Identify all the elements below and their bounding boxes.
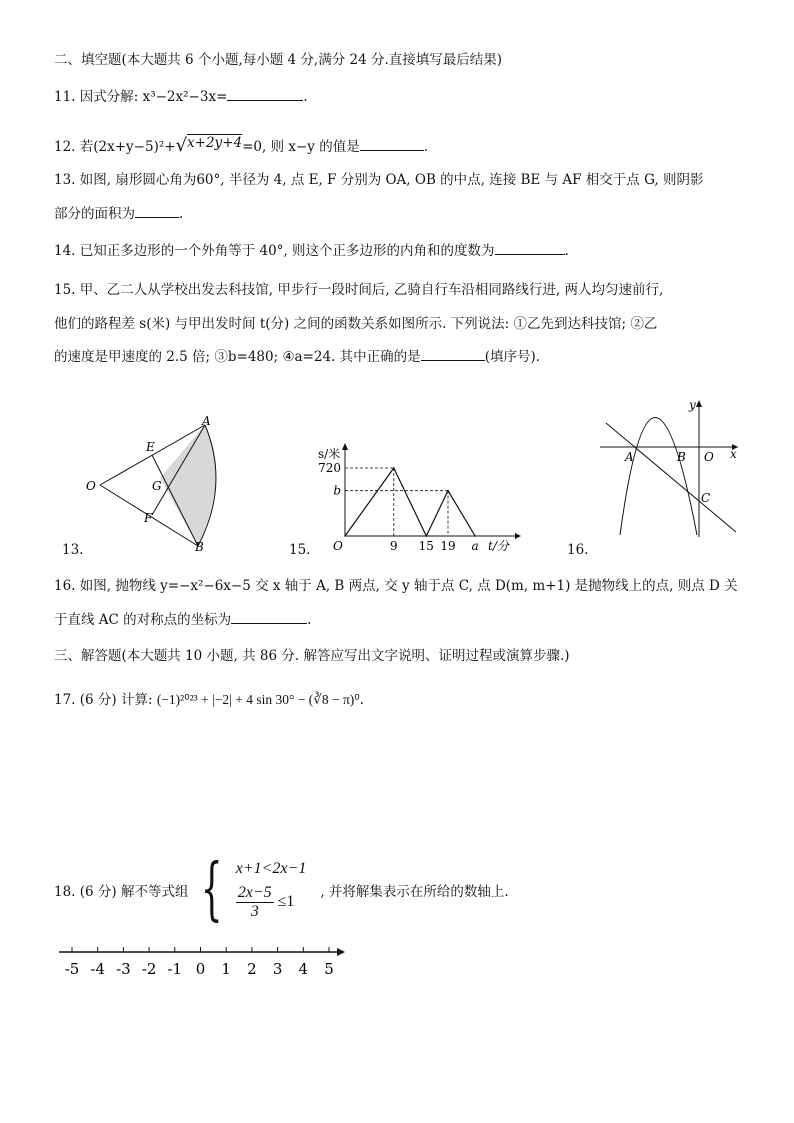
q14-text: 14. 已知正多边形的一个外角等于 40°, 则这个正多边形的内角和的度数为 bbox=[54, 243, 495, 259]
x-axis-label: t/分 bbox=[488, 539, 509, 553]
inequality-system bbox=[236, 860, 307, 921]
point-f-label: F bbox=[144, 511, 153, 525]
y-axis-arrow bbox=[342, 443, 348, 450]
tick-label-4: -1 bbox=[167, 960, 183, 978]
section3-title: 三、解答题(本大题共 10 小题, 共 86 分. 解答应写出文字说明、证明过程或演算步骤.) bbox=[54, 648, 570, 664]
tick-label-9: 4 bbox=[298, 960, 309, 978]
number-line bbox=[55, 944, 350, 984]
q18-pre: 18. (6 分) 解不等式组 bbox=[54, 884, 189, 900]
point-g-label: G bbox=[152, 479, 162, 493]
q16-blank[interactable] bbox=[231, 609, 307, 624]
figure-15-label: 15. bbox=[289, 542, 311, 558]
figure-15-chart bbox=[290, 440, 525, 555]
q15-line3-end: (填序号). bbox=[484, 349, 541, 365]
section2-title: 二、填空题(本大题共 6 个小题,每小题 4 分,满分 24 分.直接填写最后结果) bbox=[54, 52, 503, 68]
figure-16-label: 16. bbox=[567, 542, 589, 558]
number-line-arrow bbox=[337, 948, 345, 956]
tick-label-10: 5 bbox=[324, 960, 334, 978]
tick-label-8: 3 bbox=[272, 960, 283, 978]
q15-line3-text: 的速度是甲速度的 2.5 倍; ③b=480; ④a=24. 其中正确的是 bbox=[54, 349, 421, 365]
question-15-line3 bbox=[54, 346, 540, 367]
question-11 bbox=[54, 86, 308, 107]
q12-post: =0, 则 x−y 的值是 bbox=[242, 139, 360, 155]
q18-post: , 并将解集表示在所给的数轴上. bbox=[320, 884, 509, 900]
question-15-line1: 15. 甲、乙二人从学校出发去科技馆, 甲步行一段时间后, 乙骑自行车沿相同路线行进, 两人均匀速前行, bbox=[54, 282, 664, 298]
tick-label-0: -5 bbox=[64, 960, 80, 978]
inequality-2 bbox=[236, 884, 307, 921]
data-point-1 bbox=[393, 467, 395, 469]
q13-line2-text: 部分的面积为 bbox=[54, 206, 135, 222]
tick-label-3: -2 bbox=[141, 960, 157, 978]
figure-16-parabola bbox=[598, 395, 748, 540]
figure-13-sector bbox=[80, 415, 230, 555]
series-line bbox=[345, 468, 475, 536]
q17-end: . bbox=[359, 692, 364, 708]
fraction-numerator: 2x−5 bbox=[237, 883, 272, 901]
tick-label-2: -3 bbox=[116, 960, 131, 978]
line-ac bbox=[606, 423, 736, 532]
q16-line2-text: 于直线 AC 的对称点的坐标为 bbox=[54, 612, 232, 628]
point-b-label: B bbox=[195, 540, 204, 554]
q12-end: . bbox=[423, 139, 429, 155]
x-tick-label-1: 15 bbox=[418, 539, 434, 553]
y-tick-label-1: 720 bbox=[318, 461, 341, 475]
q14-blank[interactable] bbox=[495, 240, 565, 255]
y-tick-label-3: b bbox=[333, 483, 341, 498]
y-axis-arrow bbox=[696, 400, 702, 407]
figure-13-label: 13. bbox=[62, 542, 84, 558]
point-o-label: O bbox=[86, 479, 96, 493]
question-15-line2: 他们的路程差 s(米) 与甲出发时间 t(分) 之间的函数关系如图所示. 下列说法: ①乙先到达科技馆; ②乙 bbox=[54, 316, 658, 332]
tick-label-6: 1 bbox=[221, 960, 231, 978]
question-13-line2 bbox=[54, 203, 183, 224]
x-tick-label-3: a bbox=[471, 539, 479, 553]
tick-label-1: -4 bbox=[90, 960, 106, 978]
parabola-curve bbox=[620, 418, 697, 536]
q15-blank[interactable] bbox=[421, 346, 485, 361]
x-tick-label-0: 9 bbox=[389, 539, 398, 553]
q13-blank[interactable] bbox=[135, 203, 179, 218]
q11-end: . bbox=[303, 89, 308, 105]
point-e-label: E bbox=[146, 440, 155, 454]
data-point-3 bbox=[447, 490, 449, 492]
q17-expression: (−1)²⁰²³ + |−2| + 4 sin 30° − (∛8 − π)⁰ bbox=[156, 692, 360, 707]
y-axis-label: s/米 bbox=[318, 447, 341, 461]
question-16-line1: 16. 如图, 抛物线 y=−x²−6x−5 交 x 轴于 A, B 两点, 交 y 轴于点 C, 点 D(m, m+1) 是抛物线上的点, 则点 D 关 bbox=[54, 578, 738, 594]
origin-label: O bbox=[333, 539, 343, 553]
q12-radicand: x+2y+4 bbox=[187, 135, 243, 151]
fraction bbox=[236, 884, 274, 921]
question-12 bbox=[54, 136, 428, 157]
tick-label-5: 0 bbox=[195, 960, 206, 978]
question-14 bbox=[54, 240, 569, 261]
point-a-label: A bbox=[202, 415, 211, 428]
q11-text: 11. 因式分解: x³−2x²−3x= bbox=[54, 89, 228, 105]
q11-blank[interactable] bbox=[227, 86, 303, 101]
x-axis-letter: x bbox=[730, 447, 737, 461]
q13-end: . bbox=[179, 206, 184, 222]
point-o-label: O bbox=[704, 450, 714, 464]
q12-pre: 12. 若(2x+y−5)²+ bbox=[54, 139, 176, 155]
brace: { bbox=[201, 850, 223, 929]
point-c-label: C bbox=[701, 491, 711, 505]
question-16-line2 bbox=[54, 609, 311, 630]
fraction-denominator: 3 bbox=[250, 902, 259, 920]
question-13-line1: 13. 如图, 扇形圆心角为60°, 半径为 4, 点 E, F 分别为 OA, OB 的中点, 连接 BE 与 AF 相交于点 G, 则阴影 bbox=[54, 172, 704, 188]
data-point-4 bbox=[474, 535, 476, 537]
q14-end: . bbox=[564, 243, 569, 259]
question-17 bbox=[54, 690, 364, 710]
tick-label-7: 2 bbox=[247, 960, 257, 978]
point-b-label: B bbox=[677, 450, 686, 464]
data-point-0 bbox=[344, 535, 346, 537]
x-tick-label-2: 19 bbox=[440, 539, 456, 553]
sqrt-sign: √ bbox=[175, 135, 188, 156]
y-axis-letter: y bbox=[689, 398, 696, 412]
q16-end: . bbox=[307, 612, 312, 628]
point-a-label: A bbox=[625, 450, 634, 464]
x-axis-arrow bbox=[515, 533, 521, 539]
inequality-1: x+1<2x−1 bbox=[235, 859, 307, 877]
data-point-2 bbox=[426, 535, 428, 537]
q17-pre: 17. (6 分) 计算: bbox=[54, 692, 153, 708]
q12-blank[interactable] bbox=[360, 136, 424, 151]
question-18 bbox=[54, 845, 509, 935]
inequality-2-rel: ≤1 bbox=[277, 893, 295, 910]
